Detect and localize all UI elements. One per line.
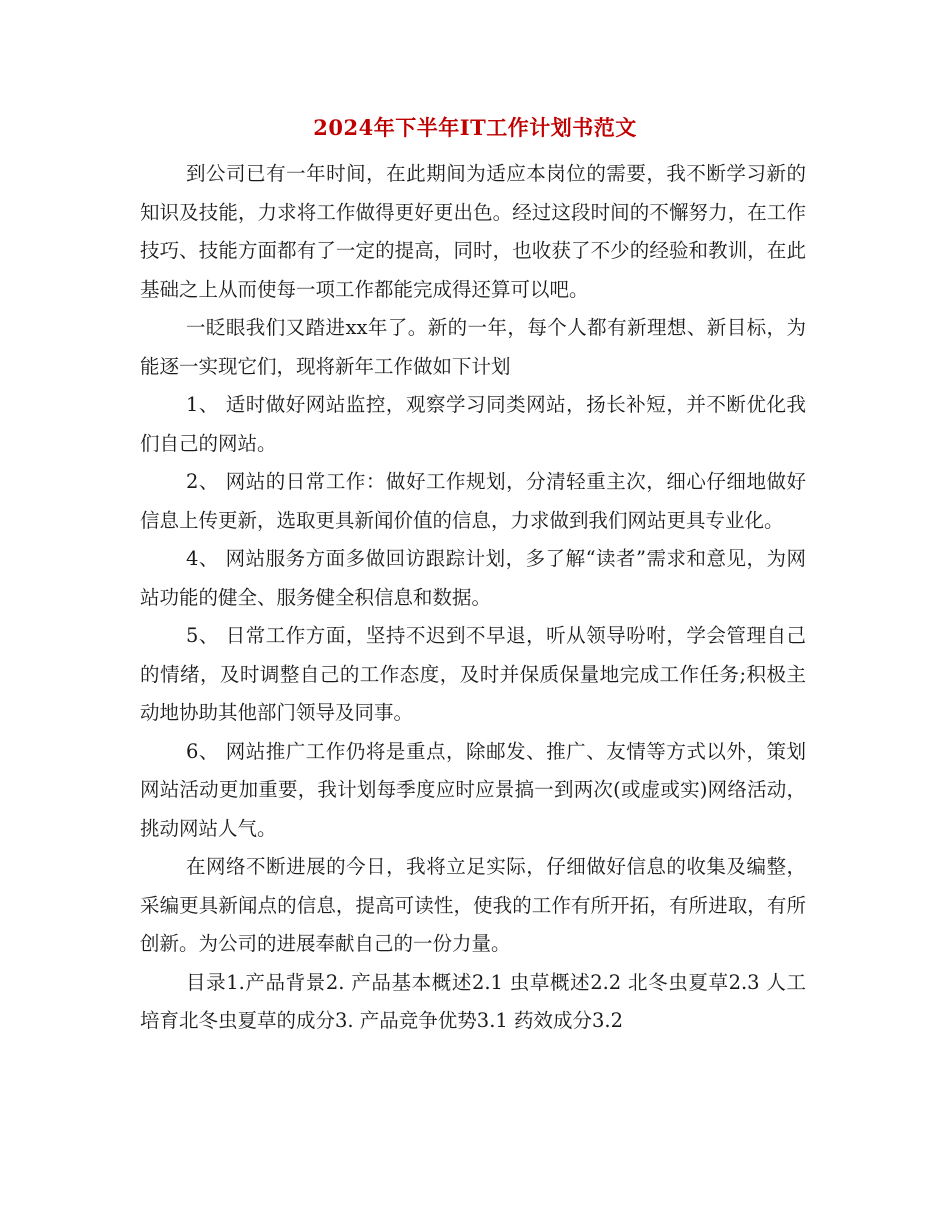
paragraph-item-6: 6、 网站推广工作仍将是重点，除邮发、推广、友情等方式以外，策划网站活动更加重要，我计划每季度应时应景搞一到两次(或虚或实)网络活动，挑动网站人气。	[140, 739, 806, 840]
paragraph-item-4: 4、 网站服务方面多做回访跟踪计划，多了解“读者”需求和意见，为网站功能的健全、服务健全积信息和数据。	[140, 547, 806, 609]
paragraph-intro: 到公司已有一年时间，在此期间为适应本岗位的需要，我不断学习新的知识及技能，力求将工作做得更好更出色。经过这段时间的不懈努力，在工作技巧、技能方面都有了一定的提高，同时，也收获了不少的经验和教训，在此基础之上从而使每一项工作都能完成得还算可以吧。	[140, 162, 806, 301]
paragraph-new-year: 一眨眼我们又踏进xx年了。新的一年，每个人都有新理想、新目标，为能逐一实现它们，现将新年工作做如下计划	[140, 316, 806, 378]
paragraph-item-1: 1、 适时做好网站监控，观察学习同类网站，扬长补短，并不断优化我们自己的网站。	[140, 393, 806, 455]
paragraph-item-5: 5、 日常工作方面，坚持不迟到不早退，听从领导吩咐，学会管理自己的情绪，及时调整自己的工作态度，及时并保质保量地完成工作任务;积极主动地协助其他部门领导及同事。	[140, 624, 806, 724]
document-body	[140, 155, 806, 1041]
paragraph-conclusion: 在网络不断进展的今日，我将立足实际，仔细做好信息的收集及编整，采编更具新闻点的信息，提高可读性，使我的工作有所开拓，有所进取，有所创新。为公司的进展奉献自己的一份力量。	[140, 855, 806, 955]
document-title: 2024年下半年IT工作计划书范文	[313, 115, 637, 140]
paragraph-item-2: 2、 网站的日常工作：做好工作规划，分清轻重主次，细心仔细地做好信息上传更新，选取更具新闻价值的信息，力求做到我们网站更具专业化。	[140, 470, 806, 532]
paragraph-table-of-contents: 目录1.产品背景2. 产品基本概述2.1 虫草概述2.2 北冬虫夏草2.3 人工培育北冬虫夏草的成分3. 产品竞争优势3.1 药效成分3.2	[140, 970, 806, 1032]
